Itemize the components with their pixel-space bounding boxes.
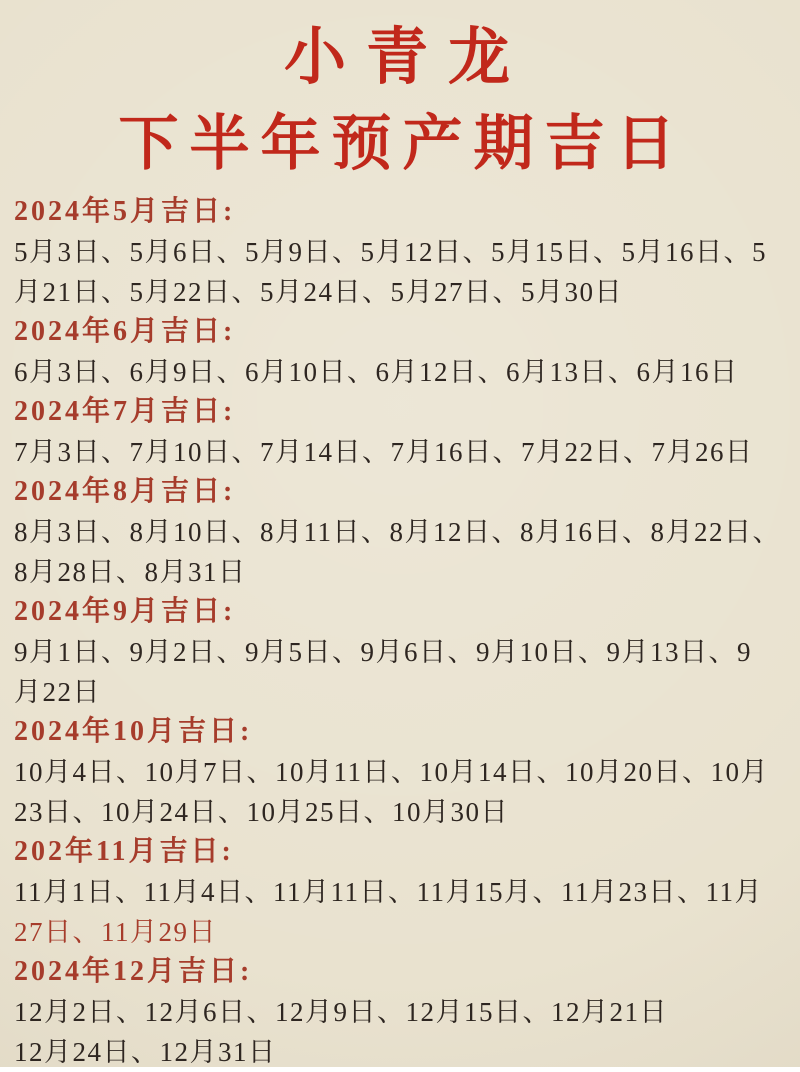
date-line: 9月1日、9月2日、9月5日、9月6日、9月10日、9月13日、9 bbox=[14, 637, 752, 667]
month-dates bbox=[14, 632, 780, 712]
month-dates bbox=[14, 752, 780, 832]
month-section bbox=[14, 592, 780, 712]
date-line: 10月4日、10月7日、10月11日、10月14日、10月20日、10月 bbox=[14, 757, 769, 787]
month-section bbox=[14, 312, 780, 392]
month-header: 2024年7月吉日: bbox=[14, 396, 236, 427]
month-dates bbox=[14, 352, 780, 392]
date-line: 月22日 bbox=[14, 677, 101, 707]
date-line: 月21日、5月22日、5月24日、5月27日、5月30日 bbox=[14, 277, 623, 307]
month-dates bbox=[14, 512, 780, 592]
month-section bbox=[14, 472, 780, 592]
title-line-2: 下半年预产期吉日 bbox=[118, 111, 687, 177]
month-dates bbox=[14, 872, 780, 952]
month-header: 202年11月吉日: bbox=[14, 836, 234, 867]
date-line: 5月3日、5月6日、5月9日、5月12日、5月15日、5月16日、5 bbox=[14, 237, 767, 267]
date-line: 8月28日、8月31日 bbox=[14, 557, 247, 587]
month-header: 2024年8月吉日: bbox=[14, 476, 236, 507]
month-header: 2024年5月吉日: bbox=[14, 196, 236, 227]
month-header: 2024年9月吉日: bbox=[14, 596, 236, 627]
date-line: 12月24日、12月31日 bbox=[14, 1037, 277, 1067]
month-section bbox=[14, 192, 780, 312]
month-dates bbox=[14, 232, 780, 312]
date-line: 8月3日、8月10日、8月11日、8月12日、8月16日、8月22日、 bbox=[14, 517, 781, 547]
month-dates bbox=[14, 432, 780, 472]
month-section bbox=[14, 832, 780, 952]
date-line: 12月2日、12月6日、12月9日、12月15日、12月21日 bbox=[14, 997, 668, 1027]
month-sections bbox=[14, 192, 780, 1072]
month-header: 2024年10月吉日: bbox=[14, 716, 253, 747]
month-header: 2024年12月吉日: bbox=[14, 956, 253, 987]
poster-title bbox=[14, 14, 780, 186]
date-line: 7月3日、7月10日、7月14日、7月16日、7月22日、7月26日 bbox=[14, 437, 754, 467]
date-line: 6月3日、6月9日、6月10日、6月12日、6月13日、6月16日 bbox=[14, 357, 739, 387]
title-line-1: 小青龙 bbox=[283, 24, 530, 92]
month-section bbox=[14, 392, 780, 472]
month-section bbox=[14, 712, 780, 832]
date-line: 11月1日、11月4日、11月11日、11月15月、11月23日、11月 bbox=[14, 877, 763, 907]
month-dates bbox=[14, 992, 780, 1072]
date-line: 23日、10月24日、10月25日、10月30日 bbox=[14, 797, 509, 827]
month-header: 2024年6月吉日: bbox=[14, 316, 236, 347]
date-line: 27日、11月29日 bbox=[14, 917, 217, 947]
month-section bbox=[14, 952, 780, 1072]
